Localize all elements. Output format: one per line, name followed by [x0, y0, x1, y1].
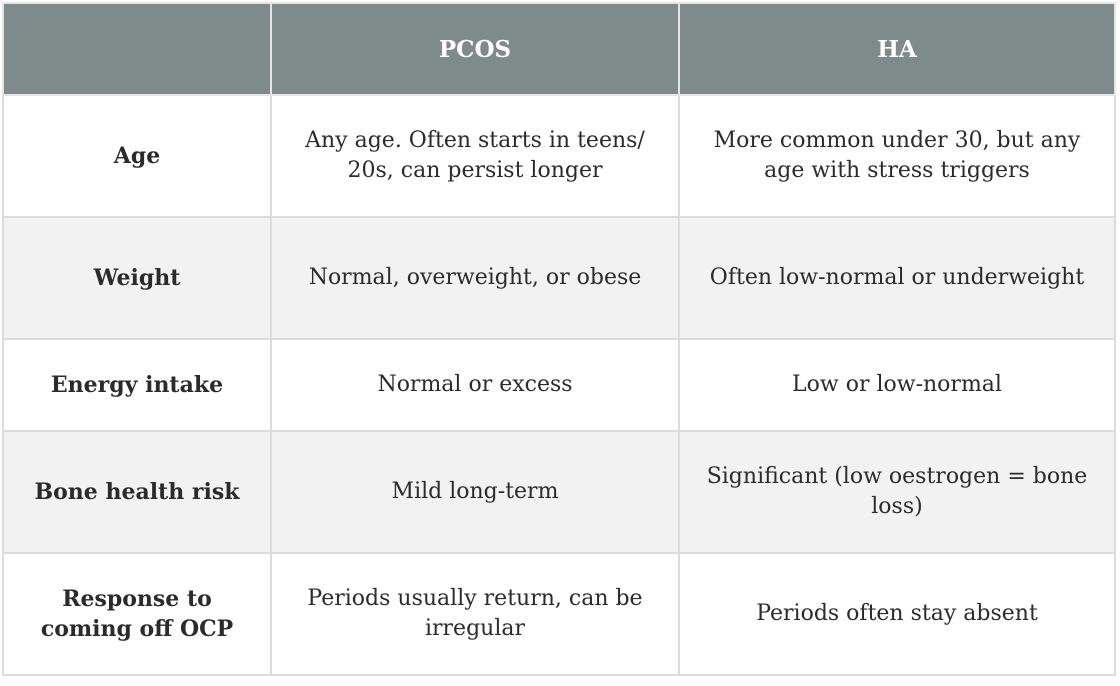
row-label-response-ocp: Response to coming off OCP — [3, 553, 271, 675]
row-label-weight: Weight — [3, 217, 271, 339]
cell-ha-age: More common under 30, but any age with stress triggers — [679, 95, 1115, 217]
comparison-table — [2, 2, 1116, 676]
cell-pcos-age: Any age. Often starts in teens/ 20s, can persist longer — [271, 95, 679, 217]
table-row-age — [3, 95, 1115, 217]
header-ha: HA — [679, 3, 1115, 95]
table-row-energy-intake — [3, 339, 1115, 431]
table-row-bone-health-risk — [3, 431, 1115, 553]
header-row — [3, 3, 1115, 95]
cell-ha-energy-intake: Low or low-normal — [679, 339, 1115, 431]
header-pcos: PCOS — [271, 3, 679, 95]
cell-pcos-bone-health-risk: Mild long-term — [271, 431, 679, 553]
row-label-age: Age — [3, 95, 271, 217]
row-label-energy-intake: Energy intake — [3, 339, 271, 431]
cell-ha-bone-health-risk: Significant (low oestrogen = bone loss) — [679, 431, 1115, 553]
table-row-response-ocp — [3, 553, 1115, 675]
cell-ha-response-ocp: Periods often stay absent — [679, 553, 1115, 675]
comparison-table-container — [2, 2, 1118, 676]
row-label-bone-health-risk: Bone health risk — [3, 431, 271, 553]
cell-pcos-weight: Normal, overweight, or obese — [271, 217, 679, 339]
header-empty-cell — [3, 3, 271, 95]
cell-ha-weight: Often low-normal or underweight — [679, 217, 1115, 339]
cell-pcos-energy-intake: Normal or excess — [271, 339, 679, 431]
table-row-weight — [3, 217, 1115, 339]
cell-pcos-response-ocp: Periods usually return, can be irregular — [271, 553, 679, 675]
